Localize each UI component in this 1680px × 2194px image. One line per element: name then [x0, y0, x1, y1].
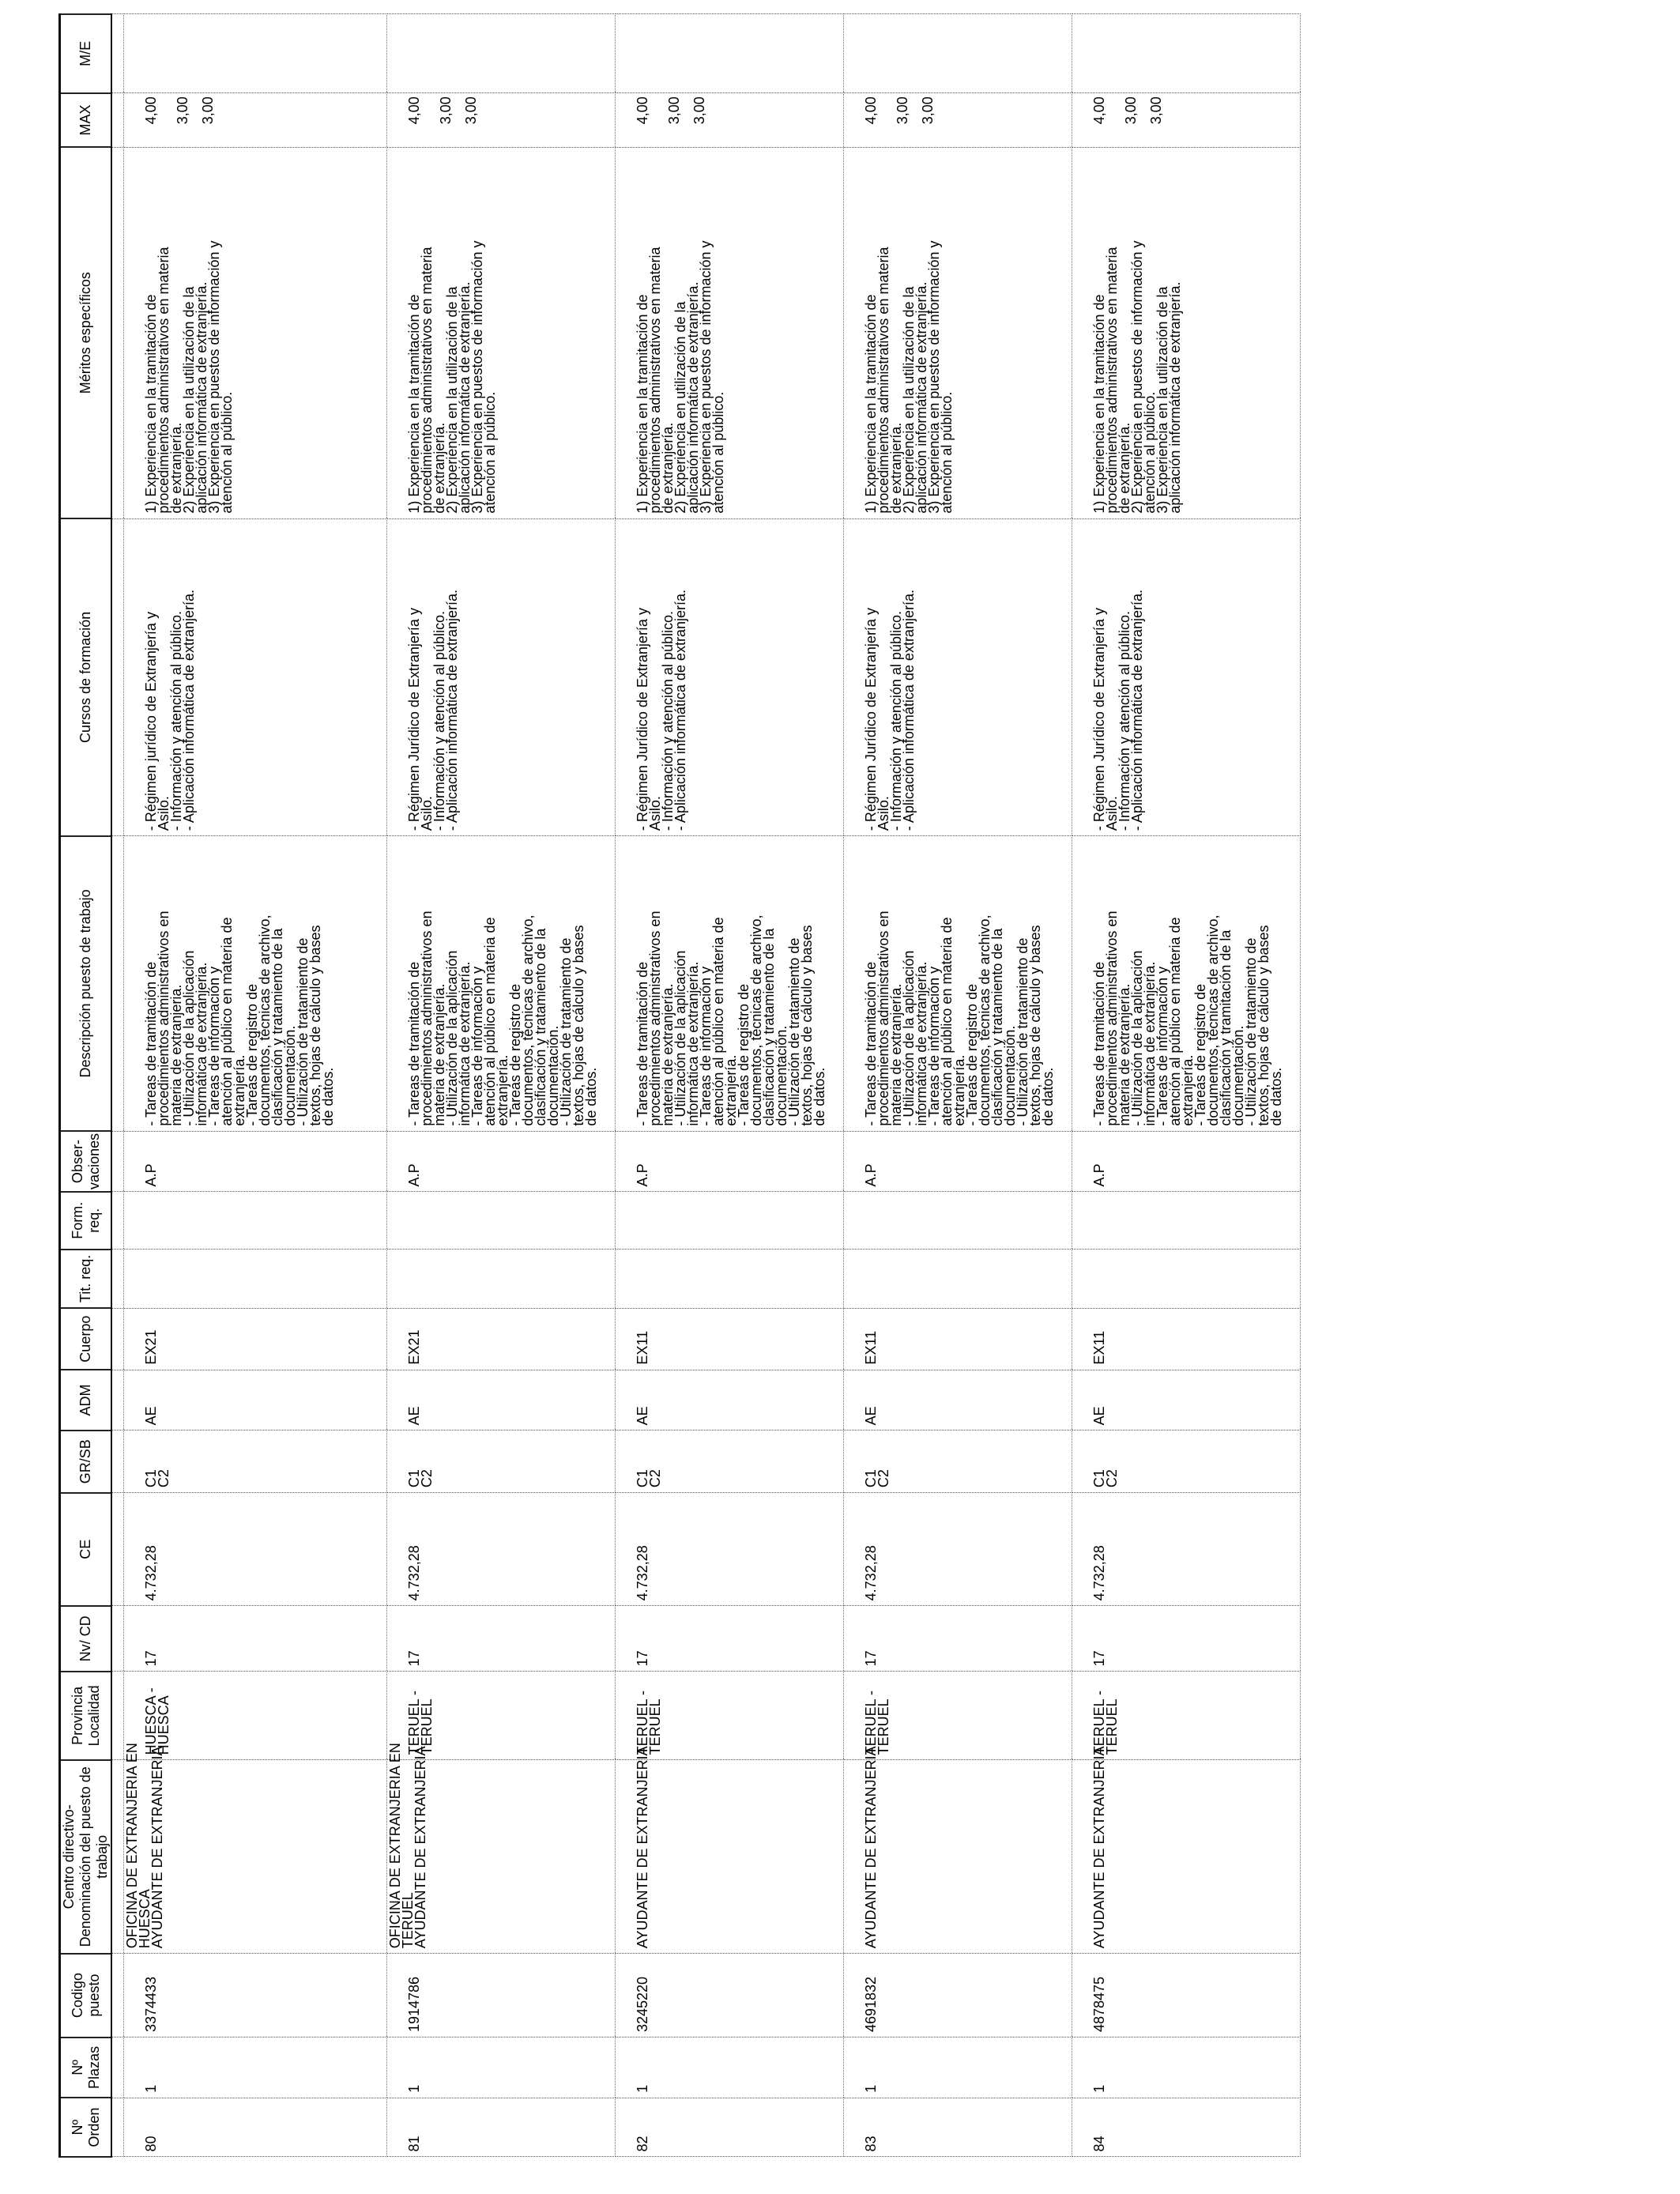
curso-line: - Información y atención al público.	[168, 611, 184, 831]
descripcion-line: - Tareas de registro de	[964, 983, 980, 1126]
col-header-provincia: Provincia Localidad	[60, 1672, 112, 1760]
descripcion-line: - Tareas de tramitación de	[863, 961, 879, 1126]
descripcion-line: procedimientos administrativos en	[876, 910, 891, 1126]
merito-line: de extranjería.	[431, 422, 447, 514]
merito-line: de extranjería.	[888, 422, 904, 514]
col-header-max: MAX	[60, 93, 112, 147]
provincia-line: HUESCA	[156, 1695, 171, 1755]
cell-descripcion	[387, 836, 616, 1132]
cell-grupo	[124, 1431, 387, 1493]
cell-ce: 4.732,28	[124, 1493, 387, 1606]
curso-line: - Información y atención al público.	[431, 611, 447, 831]
cell-provincia	[1072, 1672, 1301, 1760]
curso-line: - Información y atención al público.	[1117, 611, 1132, 831]
provincia-line: TERUEL -	[863, 1691, 879, 1755]
max-value: 4,00	[635, 96, 650, 125]
header-row	[60, 14, 112, 2157]
cell-provincia	[387, 1672, 616, 1760]
descripcion-line: clasificación y tratamiento de la	[533, 928, 548, 1126]
descripcion-line: - Utilización de la aplicación	[444, 950, 460, 1126]
descripcion-line: documentos, técnicas de archivo,	[520, 914, 536, 1126]
cell-cursos	[616, 518, 844, 836]
cell-grupo	[616, 1431, 844, 1493]
cell-meritos	[124, 147, 387, 518]
curso-line: - Aplicación informática de extranjería.	[444, 590, 460, 831]
centro-directivo-line: TERUEL	[400, 1892, 416, 1949]
cell-plazas: 1	[1072, 2038, 1301, 2098]
provincia-line: TERUEL -	[635, 1691, 650, 1755]
max-value: 4,00	[406, 96, 422, 125]
cell-orden: 83	[844, 2098, 1072, 2157]
denominacion-puesto: AYUDANTE DE EXTRANJERIA	[863, 1746, 879, 1949]
descripcion-line: documentación.	[774, 1025, 789, 1126]
curso-line: - Régimen Jurídico de Extranjería y	[635, 608, 650, 831]
descripcion-line: materia de extranjeria.	[168, 984, 184, 1126]
cell-provincia	[844, 1672, 1072, 1760]
descripcion-line: atención al público en materia de	[219, 917, 235, 1126]
merito-line: atención al público.	[939, 391, 955, 514]
max-spacer	[157, 96, 176, 141]
grupo-line: C2	[419, 1469, 435, 1488]
descripcion-line: atención al público en materia de	[482, 917, 498, 1126]
cell-me	[1072, 14, 1301, 93]
col-header-plazas: Nº Plazas	[60, 2038, 112, 2098]
curso-line: - Información y atención al público.	[660, 611, 676, 831]
table-row	[387, 14, 616, 2157]
max-spacer	[877, 96, 896, 141]
descripcion-line: informática de extranjería.	[457, 961, 473, 1126]
curso-line: - Régimen Jurídico de Extranjería y	[1091, 608, 1107, 831]
cell-cuerpo: EX11	[616, 1308, 844, 1370]
cell-cuerpo: EX11	[1072, 1308, 1301, 1370]
descripcion-line: textos, hojas de cálculo y bases	[1256, 925, 1271, 1126]
cell-orden: 80	[124, 2098, 387, 2157]
descripcion-line: - Utilización de la aplicación	[901, 950, 917, 1126]
cell-centro-denominacion	[616, 1746, 844, 1954]
centro-directivo-line: HUESCA	[137, 1889, 153, 1949]
cell-orden: 81	[387, 2098, 616, 2157]
cell-titulacion	[1072, 1250, 1301, 1309]
descripcion-line: documentos, técnicas de archivo,	[977, 914, 993, 1126]
provincia-line: HUESCA -	[143, 1687, 159, 1755]
col-header-codigo: Codigo puesto	[60, 1954, 112, 2038]
cell-descripcion	[616, 836, 844, 1132]
cell-nivel: 17	[124, 1606, 387, 1672]
curso-line: - Información y atención al público.	[888, 611, 904, 831]
curso-line: - Aplicación informática de extranjería.	[672, 590, 688, 831]
grupo-line: C1	[863, 1469, 879, 1488]
max-value: 3,00	[463, 96, 479, 125]
cell-observaciones: A.P	[844, 1131, 1072, 1192]
descripcion-line: informática de extranjería.	[1142, 961, 1158, 1126]
cell-centro-denominacion	[387, 1743, 616, 1954]
cell-me	[387, 14, 616, 93]
col-header-orden: Nº Orden	[60, 2098, 112, 2157]
cell-descripcion	[844, 836, 1072, 1132]
max-value: 3,00	[1148, 96, 1164, 125]
curso-line: Asilo.	[876, 796, 891, 831]
cell-plazas: 1	[844, 2038, 1072, 2098]
cell-observaciones: A.P	[616, 1131, 844, 1192]
max-spacer	[420, 96, 439, 141]
max-value: 4,00	[1091, 96, 1107, 125]
descripcion-line: materia de extranjería.	[1117, 983, 1132, 1126]
descripcion-line: - Tareas de información y	[698, 966, 714, 1126]
descripcion-line: clasificación y tratamiento de la	[761, 928, 777, 1126]
descripcion-line: extranjería.	[495, 1054, 510, 1126]
descripcion-line: materia de extranjería.	[660, 983, 676, 1126]
merito-line: aplicación informática de extranjería.	[457, 281, 473, 514]
cell-codigo: 3245220	[616, 1954, 844, 2038]
cell-centro-denominacion	[124, 1743, 387, 1954]
col-header-me: M/E	[60, 14, 112, 93]
cell-cursos	[844, 518, 1072, 836]
cell-titulacion	[844, 1250, 1072, 1309]
cell-meritos	[387, 147, 616, 518]
plazas-table-frame	[58, 13, 1588, 2158]
cell-formacion	[1072, 1192, 1301, 1250]
cell-adm: AE	[387, 1370, 616, 1431]
cell-plazas: 1	[616, 2038, 844, 2098]
col-header-adm: ADM	[60, 1370, 112, 1431]
cell-cursos	[124, 518, 387, 836]
cell-nivel: 17	[616, 1606, 844, 1672]
merito-line: procedimientos administrativos en materia	[1104, 247, 1120, 514]
cell-max	[844, 93, 1072, 147]
descripcion-line: - Tareas de tramitación de	[635, 961, 650, 1126]
cell-plazas: 1	[124, 2038, 387, 2098]
cell-codigo: 4878475	[1072, 1954, 1301, 2038]
cell-meritos	[1072, 147, 1301, 518]
grupo-line: C1	[635, 1469, 650, 1488]
cell-cursos	[387, 518, 616, 836]
table-row	[124, 14, 387, 2157]
provincia-line: TERUEL	[876, 1698, 891, 1755]
curso-line: Asilo.	[1104, 796, 1120, 831]
descripcion-line: clasificación y tratamiento de la	[989, 928, 1005, 1126]
cell-orden: 82	[616, 2098, 844, 2157]
descripcion-line: textos, hojas de cálculo y bases	[799, 925, 815, 1126]
descripcion-line: materia de extranjería.	[431, 983, 447, 1126]
cell-formacion	[616, 1192, 844, 1250]
cell-observaciones: A.P	[387, 1131, 616, 1192]
descripcion-line: - Utilización de tratamiento de	[1243, 937, 1259, 1126]
col-header-meritos: Méritos específicos	[60, 147, 112, 518]
cell-grupo	[387, 1431, 616, 1493]
provincia-line: TERUEL -	[1091, 1691, 1107, 1755]
curso-line: - Régimen jurídico de Extranjería y	[143, 612, 159, 831]
denominacion-puesto: AYUDANTE DE EXTRANJERIA	[635, 1746, 650, 1949]
cell-adm: AE	[616, 1370, 844, 1431]
descripcion-line: de datos.	[1040, 1067, 1056, 1126]
max-value: 3,00	[438, 96, 454, 125]
max-spacer	[649, 96, 668, 141]
cell-descripcion	[1072, 836, 1301, 1132]
descripcion-line: - Utilización de tratamiento de	[1015, 937, 1030, 1126]
merito-line: 1) Experiencia en la tramitación de	[143, 294, 159, 514]
descripcion-line: extranjería.	[723, 1054, 739, 1126]
descripcion-line: de datos.	[812, 1067, 827, 1126]
cell-cursos	[1072, 518, 1301, 836]
max-value: 3,00	[200, 96, 216, 125]
cell-centro-denominacion	[844, 1746, 1072, 1954]
denominacion-puesto: AYUDANTE DE EXTRANJERIA	[412, 1746, 428, 1949]
curso-line: Asilo.	[156, 796, 171, 831]
descripcion-line: - Tareas de información y	[469, 966, 485, 1126]
merito-line: atención al público.	[1142, 391, 1158, 514]
plazas-table-body	[111, 14, 1301, 2157]
curso-line: - Aplicación informática de extranjería.	[1129, 590, 1145, 831]
cell-max	[1072, 93, 1301, 147]
col-header-cuerpo: Cuerpo	[60, 1308, 112, 1370]
descripcion-line: documentación.	[1230, 1025, 1246, 1126]
merito-line: 2) Experiencia en utilización de la	[672, 301, 688, 514]
descripcion-line: - Utilización de tratamiento de	[558, 937, 574, 1126]
descripcion-line: - Tareas de información y	[206, 966, 222, 1126]
cell-adm: AE	[124, 1370, 387, 1431]
grupo-line: C2	[647, 1469, 663, 1488]
descripcion-line: documentación.	[282, 1025, 298, 1126]
cell-formacion	[844, 1192, 1072, 1250]
grupo-line: C1	[406, 1469, 422, 1488]
provincia-line: TERUEL	[419, 1698, 435, 1755]
cell-observaciones: A.P	[1072, 1131, 1301, 1192]
cell-titulacion	[387, 1250, 616, 1309]
descripcion-line: procedimientos administrativos en	[156, 910, 171, 1126]
cell-me	[844, 14, 1072, 93]
descripcion-line: - Tareas de información y	[1155, 966, 1170, 1126]
plazas-table	[58, 13, 1301, 2158]
descripcion-line: textos, hojas de cálculo y bases	[307, 925, 323, 1126]
cell-provincia	[124, 1672, 387, 1760]
cell-nivel: 17	[844, 1606, 1072, 1672]
descripcion-line: clasificación y tratamiento de la	[269, 928, 285, 1126]
merito-line: atención al público.	[219, 391, 235, 514]
cell-grupo	[1072, 1431, 1301, 1493]
cell-grupo	[844, 1431, 1072, 1493]
cell-me	[616, 14, 844, 93]
max-value: 3,00	[920, 96, 936, 125]
col-header-descripcion: Descripción puesto de trabajo	[60, 836, 112, 1132]
cell-provincia	[616, 1672, 844, 1760]
provincia-line: TERUEL	[1104, 1698, 1120, 1755]
merito-line: 3) Experiencia en puestos de información y	[698, 240, 714, 514]
cell-max	[387, 93, 616, 147]
descripcion-line: materia de extranjería.	[888, 983, 904, 1126]
merito-line: de extranjería.	[660, 422, 676, 514]
merito-line: 1) Experiencia en la tramitación de	[635, 294, 650, 514]
cell-max	[616, 93, 844, 147]
curso-line: - Aplicación informática de extranjería.	[901, 590, 917, 831]
descripcion-line: documentos, técnicas de archivo,	[257, 914, 273, 1126]
descripcion-line: documentación.	[545, 1025, 561, 1126]
merito-line: 2) Experiencia en la utilización de la	[444, 286, 460, 514]
descripcion-line: - Tareas de tramitación de	[406, 961, 422, 1126]
descripcion-line: - Utilización de la aplicación	[1129, 950, 1145, 1126]
descripcion-line: clasificación y tramitación de la	[1218, 929, 1234, 1126]
descripcion-line: - Tareas de tramitación de	[1091, 961, 1107, 1126]
curso-line: - Aplicación informática de extranjería.	[181, 590, 197, 831]
descripcion-line: informática de extranjería.	[913, 961, 929, 1126]
cell-ce: 4.732,28	[1072, 1493, 1301, 1606]
provincia-line: TERUEL -	[406, 1691, 422, 1755]
descripcion-line: informática de extranjeria.	[194, 962, 209, 1126]
descripcion-line: informática de extranjería.	[685, 961, 701, 1126]
cell-cuerpo: EX11	[844, 1308, 1072, 1370]
merito-line: procedimientos administrativos en materia	[156, 247, 171, 514]
descripcion-line: de datos.	[1268, 1067, 1284, 1126]
curso-line: - Régimen Jurídico de Extranjería y	[863, 608, 879, 831]
centro-directivo-line: OFICINA DE EXTRANJERIA EN	[387, 1743, 403, 1949]
descripcion-line: procedimientos administrativos en	[419, 910, 435, 1126]
merito-line: 3) Experiencia en puestos de información y	[926, 240, 942, 514]
curso-line: Asilo.	[647, 796, 663, 831]
cell-codigo: 1914786	[387, 1954, 616, 2038]
descripcion-line: - Utilización de la aplicación	[672, 950, 688, 1126]
denominacion-puesto: AYUDANTE DE EXTRANJERIA	[149, 1746, 165, 1949]
descripcion-line: documentación.	[1002, 1025, 1018, 1126]
descripcion-line: - Utilización de la aplicación	[181, 950, 197, 1126]
descripcion-line: de datos.	[583, 1067, 599, 1126]
col-header-titulacion: Tit. req.	[60, 1250, 112, 1309]
descripcion-line: - Tareas de tramitación de	[143, 961, 159, 1126]
cell-ce: 4.732,28	[387, 1493, 616, 1606]
merito-line: 3) Experiencia en puestos de información y	[469, 240, 485, 514]
col-header-nivel: Nv/ CD	[60, 1606, 112, 1672]
grupo-line: C2	[156, 1469, 171, 1488]
cell-meritos	[844, 147, 1072, 518]
descripcion-line: - Tareas de información y	[926, 966, 942, 1126]
cell-plazas: 1	[387, 2038, 616, 2098]
denominacion-puesto: AYUDANTE DE EXTRANJERIA	[1091, 1746, 1107, 1949]
merito-line: aplicación informática de extranjería.	[194, 281, 209, 514]
cell-observaciones: A.P	[124, 1131, 387, 1192]
descripcion-line: documentos, técnicas de archivo,	[748, 914, 764, 1126]
max-value: 4,00	[863, 96, 879, 125]
cell-cuerpo: EX21	[387, 1308, 616, 1370]
descripcion-line: extranjería.	[232, 1054, 247, 1126]
centro-directivo-line: OFICINA DE EXTRANJERIA EN	[124, 1743, 140, 1949]
col-header-ce: CE	[60, 1493, 112, 1606]
cell-me	[124, 14, 387, 93]
cell-titulacion	[124, 1250, 387, 1309]
cell-centro-denominacion	[1072, 1746, 1301, 1954]
grupo-line: C1	[1091, 1469, 1107, 1488]
merito-line: procedimientos administrativos en materia	[876, 247, 891, 514]
max-value: 3,00	[666, 96, 682, 125]
cell-ce: 4.732,28	[616, 1493, 844, 1606]
descripcion-line: - Utilización de tratamiento de	[786, 937, 802, 1126]
descripcion-line: - Tareas de registro de	[244, 983, 260, 1126]
merito-line: 3) Experiencia en puestos de información y	[206, 240, 222, 514]
cell-cuerpo: EX21	[124, 1308, 387, 1370]
descripcion-line: - Tareas de registro de	[507, 983, 523, 1126]
merito-line: 2) Experiencia en la utilización de la	[901, 286, 917, 514]
descripcion-line: atención al público en materia de	[1167, 917, 1183, 1126]
cell-codigo: 3374433	[124, 1954, 387, 2038]
cell-descripcion	[124, 836, 387, 1132]
descripcion-line: documentos, técnicas de archivo,	[1205, 914, 1221, 1126]
merito-line: 2) Experiencia en la utilización de la	[181, 286, 197, 514]
descripcion-line: - Tareas de registro de	[1192, 983, 1208, 1126]
grupo-line: C2	[1104, 1469, 1120, 1488]
merito-line: 1) Experiencia en la tramitación de	[406, 294, 422, 514]
provincia-line: TERUEL	[647, 1698, 663, 1755]
cell-titulacion	[616, 1250, 844, 1309]
descripcion-line: extranjería.	[1180, 1054, 1196, 1126]
col-header-formacion: Form. req.	[60, 1192, 112, 1250]
max-value: 3,00	[895, 96, 910, 125]
descripcion-line: atención al público en materia de	[939, 917, 955, 1126]
descripcion-line: de datos.	[320, 1067, 336, 1126]
merito-line: 3) Experiencia en la utilización de la	[1155, 286, 1170, 514]
merito-line: aplicación informática de extranjería.	[913, 281, 929, 514]
max-value: 3,00	[1123, 96, 1139, 125]
merito-line: de extranjería.	[1117, 422, 1132, 514]
cell-nivel: 17	[1072, 1606, 1301, 1672]
cell-adm: AE	[1072, 1370, 1301, 1431]
max-spacer	[1106, 96, 1124, 141]
cell-formacion	[124, 1192, 387, 1250]
merito-line: 1) Experiencia en la tramitación de	[1091, 294, 1107, 514]
header-spacer-row	[111, 14, 124, 2157]
cell-adm: AE	[844, 1370, 1072, 1431]
col-header-centro: Centro directivo- Denominación del puesto de trabajo	[60, 1760, 112, 1954]
merito-line: procedimientos administrativos en materia	[419, 247, 435, 514]
col-header-grupo: GR/SB	[60, 1431, 112, 1493]
cell-max	[124, 93, 387, 147]
cell-codigo: 4691832	[844, 1954, 1072, 2038]
curso-line: Asilo.	[419, 796, 435, 831]
descripcion-line: extranjería.	[951, 1054, 967, 1126]
col-header-observaciones: Obser- vaciones	[60, 1131, 112, 1192]
table-row	[844, 14, 1072, 2157]
merito-line: procedimientos administrativos en materia	[647, 247, 663, 514]
merito-line: aplicación informática de extranjería.	[685, 281, 701, 514]
max-value: 3,00	[691, 96, 707, 125]
descripcion-line: textos, hojas de cálculo y bases	[571, 925, 586, 1126]
descripcion-line: procedimientos administrativos en	[647, 910, 663, 1126]
max-value: 4,00	[143, 96, 159, 125]
merito-line: atención al público.	[482, 391, 498, 514]
descripcion-line: procedimientos administrativos en	[1104, 910, 1120, 1126]
table-row	[616, 14, 844, 2157]
max-value: 3,00	[175, 96, 190, 125]
cell-meritos	[616, 147, 844, 518]
cell-orden: 84	[1072, 2098, 1301, 2157]
descripcion-line: textos, hojas de cálculo y bases	[1027, 925, 1043, 1126]
cell-ce: 4.732,28	[844, 1493, 1072, 1606]
descripcion-line: - Tareas de registro de	[736, 983, 751, 1126]
descripcion-line: atención al público en materia de	[710, 917, 726, 1126]
merito-line: 1) Experiencia en la tramitación de	[863, 294, 879, 514]
grupo-line: C1	[143, 1469, 159, 1488]
col-header-cursos: Cursos de formación	[60, 518, 112, 836]
cell-formacion	[387, 1192, 616, 1250]
grupo-line: C2	[876, 1469, 891, 1488]
curso-line: - Régimen Jurídico de Extranjería y	[406, 608, 422, 831]
cell-nivel: 17	[387, 1606, 616, 1672]
merito-line: 2) Experiencia en puestos de información y	[1129, 240, 1145, 514]
descripcion-line: - Utilización de tratamiento de	[295, 937, 311, 1126]
merito-line: de extranjería.	[168, 422, 184, 514]
table-row	[1072, 14, 1301, 2157]
merito-line: atención al público.	[710, 391, 726, 514]
merito-line: aplicación informática de extranjería.	[1167, 281, 1183, 514]
